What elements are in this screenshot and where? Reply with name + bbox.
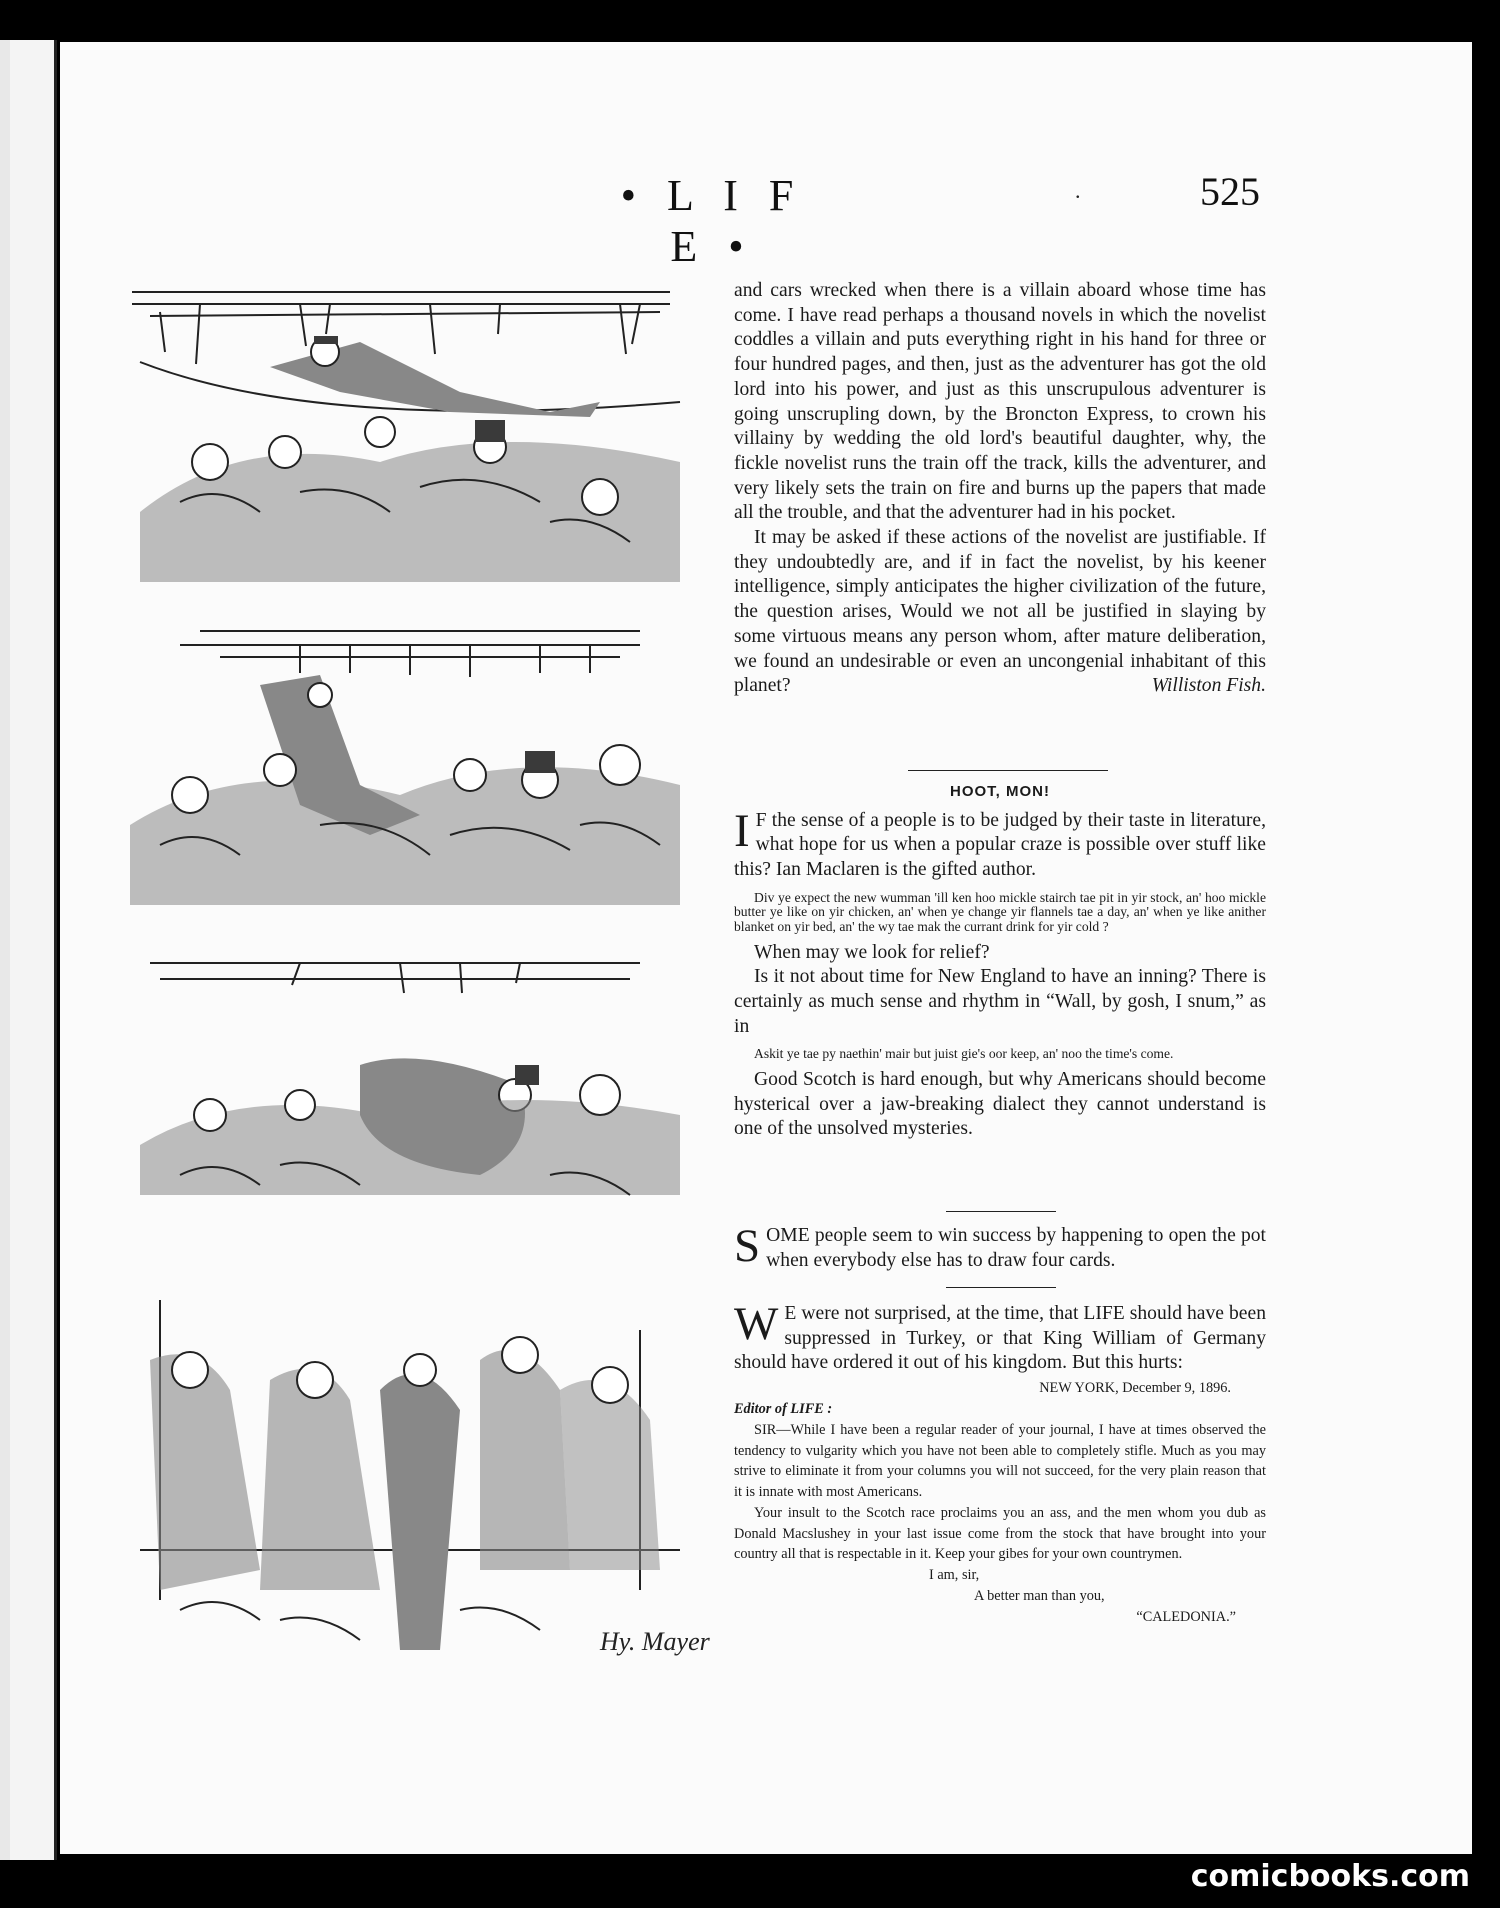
article2-drop-cap: I <box>734 804 750 857</box>
letter-closing2: A better man than you, <box>974 1588 1105 1605</box>
masthead: • L I F E • <box>620 171 804 271</box>
previous-page-edge <box>0 40 52 1860</box>
divider-2 <box>946 1211 1056 1212</box>
cartoon-panel-3 <box>120 945 680 1235</box>
article2-paragraph2: When may we look for relief? <box>754 941 990 963</box>
page-number: 525 <box>1200 169 1260 214</box>
divider-3 <box>946 1287 1056 1288</box>
article4-text: E were not surprised, at the time, that LIFE should have been suppressed in Turkey, or that King William of Germany should have ordered it out of his kingdom. But this hurts: <box>734 1303 1266 1374</box>
article2-paragraph1: F the sense of a people is to be judged by their taste in literature, what hope for us when a popular craze is possible over stuff like this? Ian Maclaren is the gifted author. <box>734 809 1266 881</box>
article3-text: OME people seem to win success by happening to open the pot when everybody else has to draw four cards. <box>766 1225 1266 1271</box>
letter-paragraph2: Your insult to the Scotch race proclaims you an ass, and the men whom you dub as Donald Macslushey in your last issue come from the stock that have brought into your country all that is respectable in it. Keep your gibes for your own countrymen. <box>734 1504 1266 1563</box>
watermark: comicbooks.com <box>1190 1859 1470 1894</box>
artist-signature: Hy. Mayer <box>600 1627 710 1656</box>
page-dot: . <box>1075 178 1081 203</box>
cartoon-panel-1 <box>120 282 680 582</box>
article4-drop-cap: W <box>734 1298 779 1350</box>
article1-paragraph1: and cars wrecked when there is a villain aboard whose time has come. I have read perhaps a thousand novels in which the novelist coddles a villain and puts everything right in his hand for three or four hundred pages, and then, just as the adventurer has got the old lord into his power, and just as this unscrupulous adventurer is going unscrupling down, by the Broncton Express, to crown his villainy by wedding the old lord's beautiful daughter, why, the fickle novelist runs the train off the track, kills the adventurer, and very likely sets the train on fire and burns up the papers that made all the trouble, and that the adventurer had in his pocket. <box>734 280 1266 524</box>
letter-closing1: I am, sir, <box>929 1567 980 1584</box>
letter-salutation: Editor of LIFE : <box>734 1400 833 1417</box>
cartoon-panel-4 <box>120 1270 710 1680</box>
letter-paragraph1: SIR—While I have been a regular reader of your journal, I have at times observed the tendency to vulgarity which you have not been able to completely stifle. Much as you may strive to eliminate it from your columns you will not succeed, for the very plain reason that it is innate with most Americans. <box>734 1421 1266 1501</box>
letter-signature: “CALEDONIA.” <box>1136 1608 1236 1625</box>
article-hoot-mon <box>734 780 1266 1142</box>
article-caledonia <box>734 1298 1266 1628</box>
article1-paragraph2: It may be asked if these actions of the novelist are justifiable. If they undoubtedly are, and if in fact the novelist, by his keener intelligence, simply anticipates the higher civilization of the future, the question arises, Would we not all be justified in slaying by some virtuous means any person whom, after mature deliberation, we found an undesirable or even an uncongenial inhabitant of this planet? <box>734 527 1266 697</box>
letter-dateline: NEW YORK, December 9, 1896. <box>1039 1380 1231 1397</box>
article2-title: HOOT, MON! <box>950 783 1050 800</box>
article2-paragraph4: Good Scotch is hard enough, but why Americans should become hysterical over a jaw-breaking dialect they cannot understand is one of the unsolved mysteries. <box>734 1069 1266 1140</box>
article2-paragraph3: Is it not about time for New England to have an inning? There is certainly as much sense and rhythm in “Wall, by gosh, I snum,” as in <box>734 966 1266 1037</box>
divider-1 <box>908 770 1108 771</box>
article2-quote2: Askit ye tae py naethin' mair but juist gie's oor keep, an' noo the time's come. <box>754 1046 1174 1062</box>
article3-drop-cap: S <box>734 1220 761 1272</box>
article2-quote1: Div ye expect the new wumman 'ill ken hoo mickle stairch tae pit in yir stock, an' hoo mickle butter ye like on yir chicken, an' when ye change yir flannels tae a day, an' when ye like anither blanket on yir bed, an' the wy tae mak the currant drink for yir cold ? <box>734 889 1266 934</box>
article-poker <box>734 1220 1266 1273</box>
article-continued <box>734 279 1266 699</box>
cartoon-panel-2 <box>120 625 680 905</box>
article1-signature: Williston Fish. <box>1151 674 1266 696</box>
